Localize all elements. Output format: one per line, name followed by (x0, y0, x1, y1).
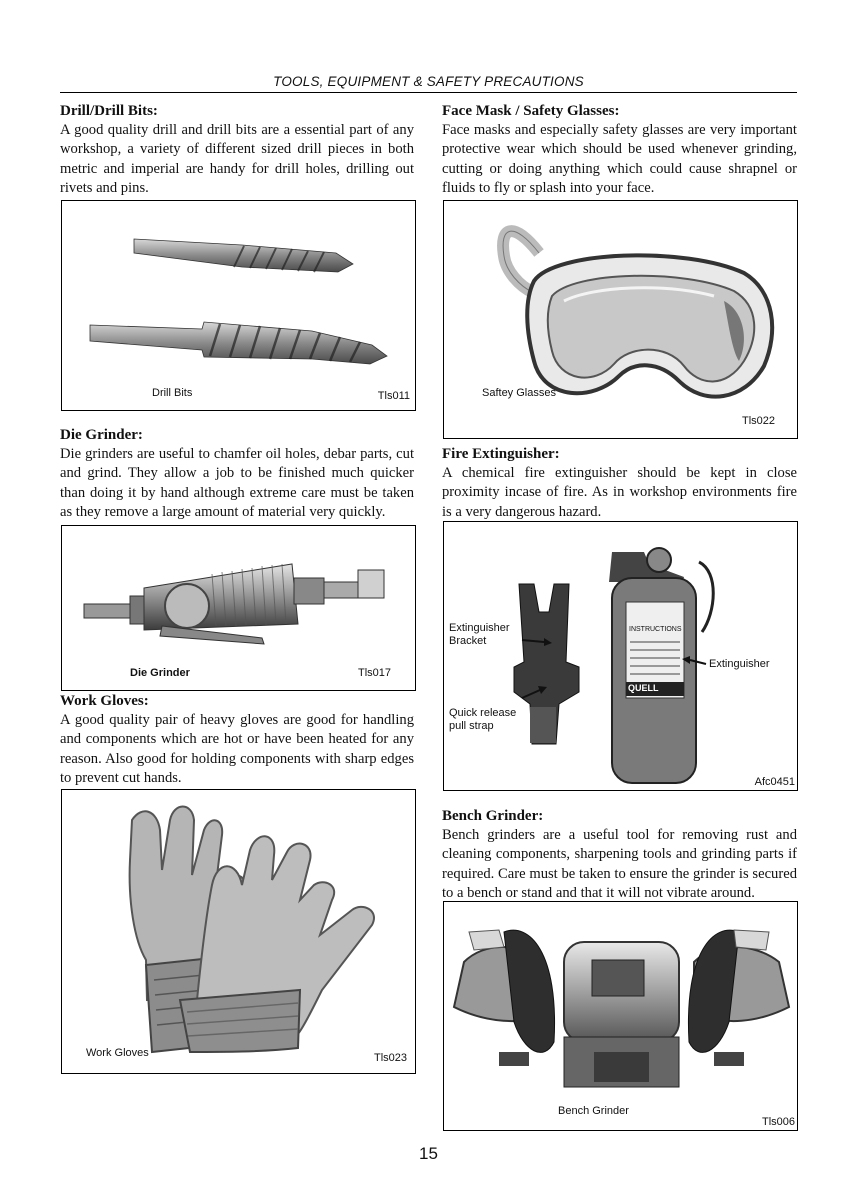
figure-caption: Die Grinder (130, 667, 190, 679)
section-body: Face masks and especially safety glasses are very important protective wear which should be used whenever grinding, cutting or doing anything which could cause shrapnel or fluids to fly or splash into your face. (442, 122, 797, 197)
die-grinder-figure (61, 525, 416, 691)
section-heading: Bench Grinder: (442, 808, 544, 824)
label-bracket-line2: Bracket (449, 635, 487, 647)
fire-extinguisher-figure (443, 521, 798, 791)
section-drill-bits (60, 101, 414, 199)
section-body: A good quality pair of heavy gloves are good for handling and components which are hot or have been heated for any reason. Also good for holding components with sharp edges to prevent cut hands. (60, 712, 414, 787)
section-heading: Fire Extinguisher: (442, 446, 560, 462)
figure-caption: Drill Bits (152, 387, 193, 399)
header-rule (60, 92, 797, 93)
figure-caption: Work Gloves (86, 1047, 149, 1059)
section-body: Die grinders are useful to chamfer oil holes, debar parts, cut and grind. They allow a job to be finished much quicker than doing it by hand although extreme care must be taken as they remove a large amount of material very quickly. (60, 446, 414, 521)
section-body: A good quality drill and drill bits are a essential part of any workshop, a variety of different sized drill pieces in both metric and imperial are handy for drill holes, drilling out rivets and pins. (60, 122, 414, 197)
safety-glasses-image (444, 201, 797, 438)
label-strap-line2: pull strap (449, 720, 494, 732)
figure-code: Tls011 (377, 390, 410, 402)
figure-code: Tls006 (761, 1116, 795, 1128)
bench-grinder-image (444, 902, 797, 1130)
section-heading: Drill/Drill Bits: (60, 103, 158, 119)
section-heading: Face Mask / Safety Glasses: (442, 103, 620, 119)
section-body: Bench grinders are a useful tool for removing rust and cleaning components, sharpening tools and grinding parts if required. Care must be taken to ensure the grinder is secured to a bench or stand and that it will not vibrate around. (442, 827, 797, 902)
fire-extinguisher-image (444, 522, 797, 790)
section-body: A chemical fire extinguisher should be kept in close proximity incase of fire. As in workshop environments fire is a very dangerous hazard. (442, 465, 797, 520)
section-bench-grinder (442, 806, 797, 904)
die-grinder-image (62, 526, 415, 690)
figure-code: Tls023 (373, 1052, 407, 1064)
safety-glasses-figure (443, 200, 798, 439)
section-work-gloves (60, 691, 414, 789)
work-gloves-image (62, 790, 415, 1073)
section-face-mask (442, 101, 797, 199)
work-gloves-figure (61, 789, 416, 1074)
section-heading: Die Grinder: (60, 427, 143, 443)
page-number: 15 (419, 1144, 438, 1163)
label-bracket-line1: Extinguisher (449, 622, 510, 634)
section-fire-extinguisher (442, 444, 797, 522)
drill-bits-image (62, 201, 415, 410)
label-extinguisher: Extinguisher (709, 658, 770, 670)
figure-code: Tls017 (357, 667, 391, 679)
label-brand: QUELL (628, 683, 659, 693)
drill-bits-figure (61, 200, 416, 411)
page-header: TOOLS, EQUIPMENT & SAFETY PRECAUTIONS (273, 74, 584, 89)
figure-code: Afc0451 (754, 776, 795, 788)
label-strap-line1: Quick release (449, 707, 517, 719)
section-heading: Work Gloves: (60, 693, 149, 709)
bench-grinder-figure (443, 901, 798, 1131)
label-instructions: INSTRUCTIONS (629, 626, 682, 633)
figure-caption: Bench Grinder (558, 1105, 629, 1117)
section-die-grinder (60, 425, 414, 523)
figure-caption: Saftey Glasses (482, 387, 556, 399)
figure-code: Tls022 (741, 415, 775, 427)
